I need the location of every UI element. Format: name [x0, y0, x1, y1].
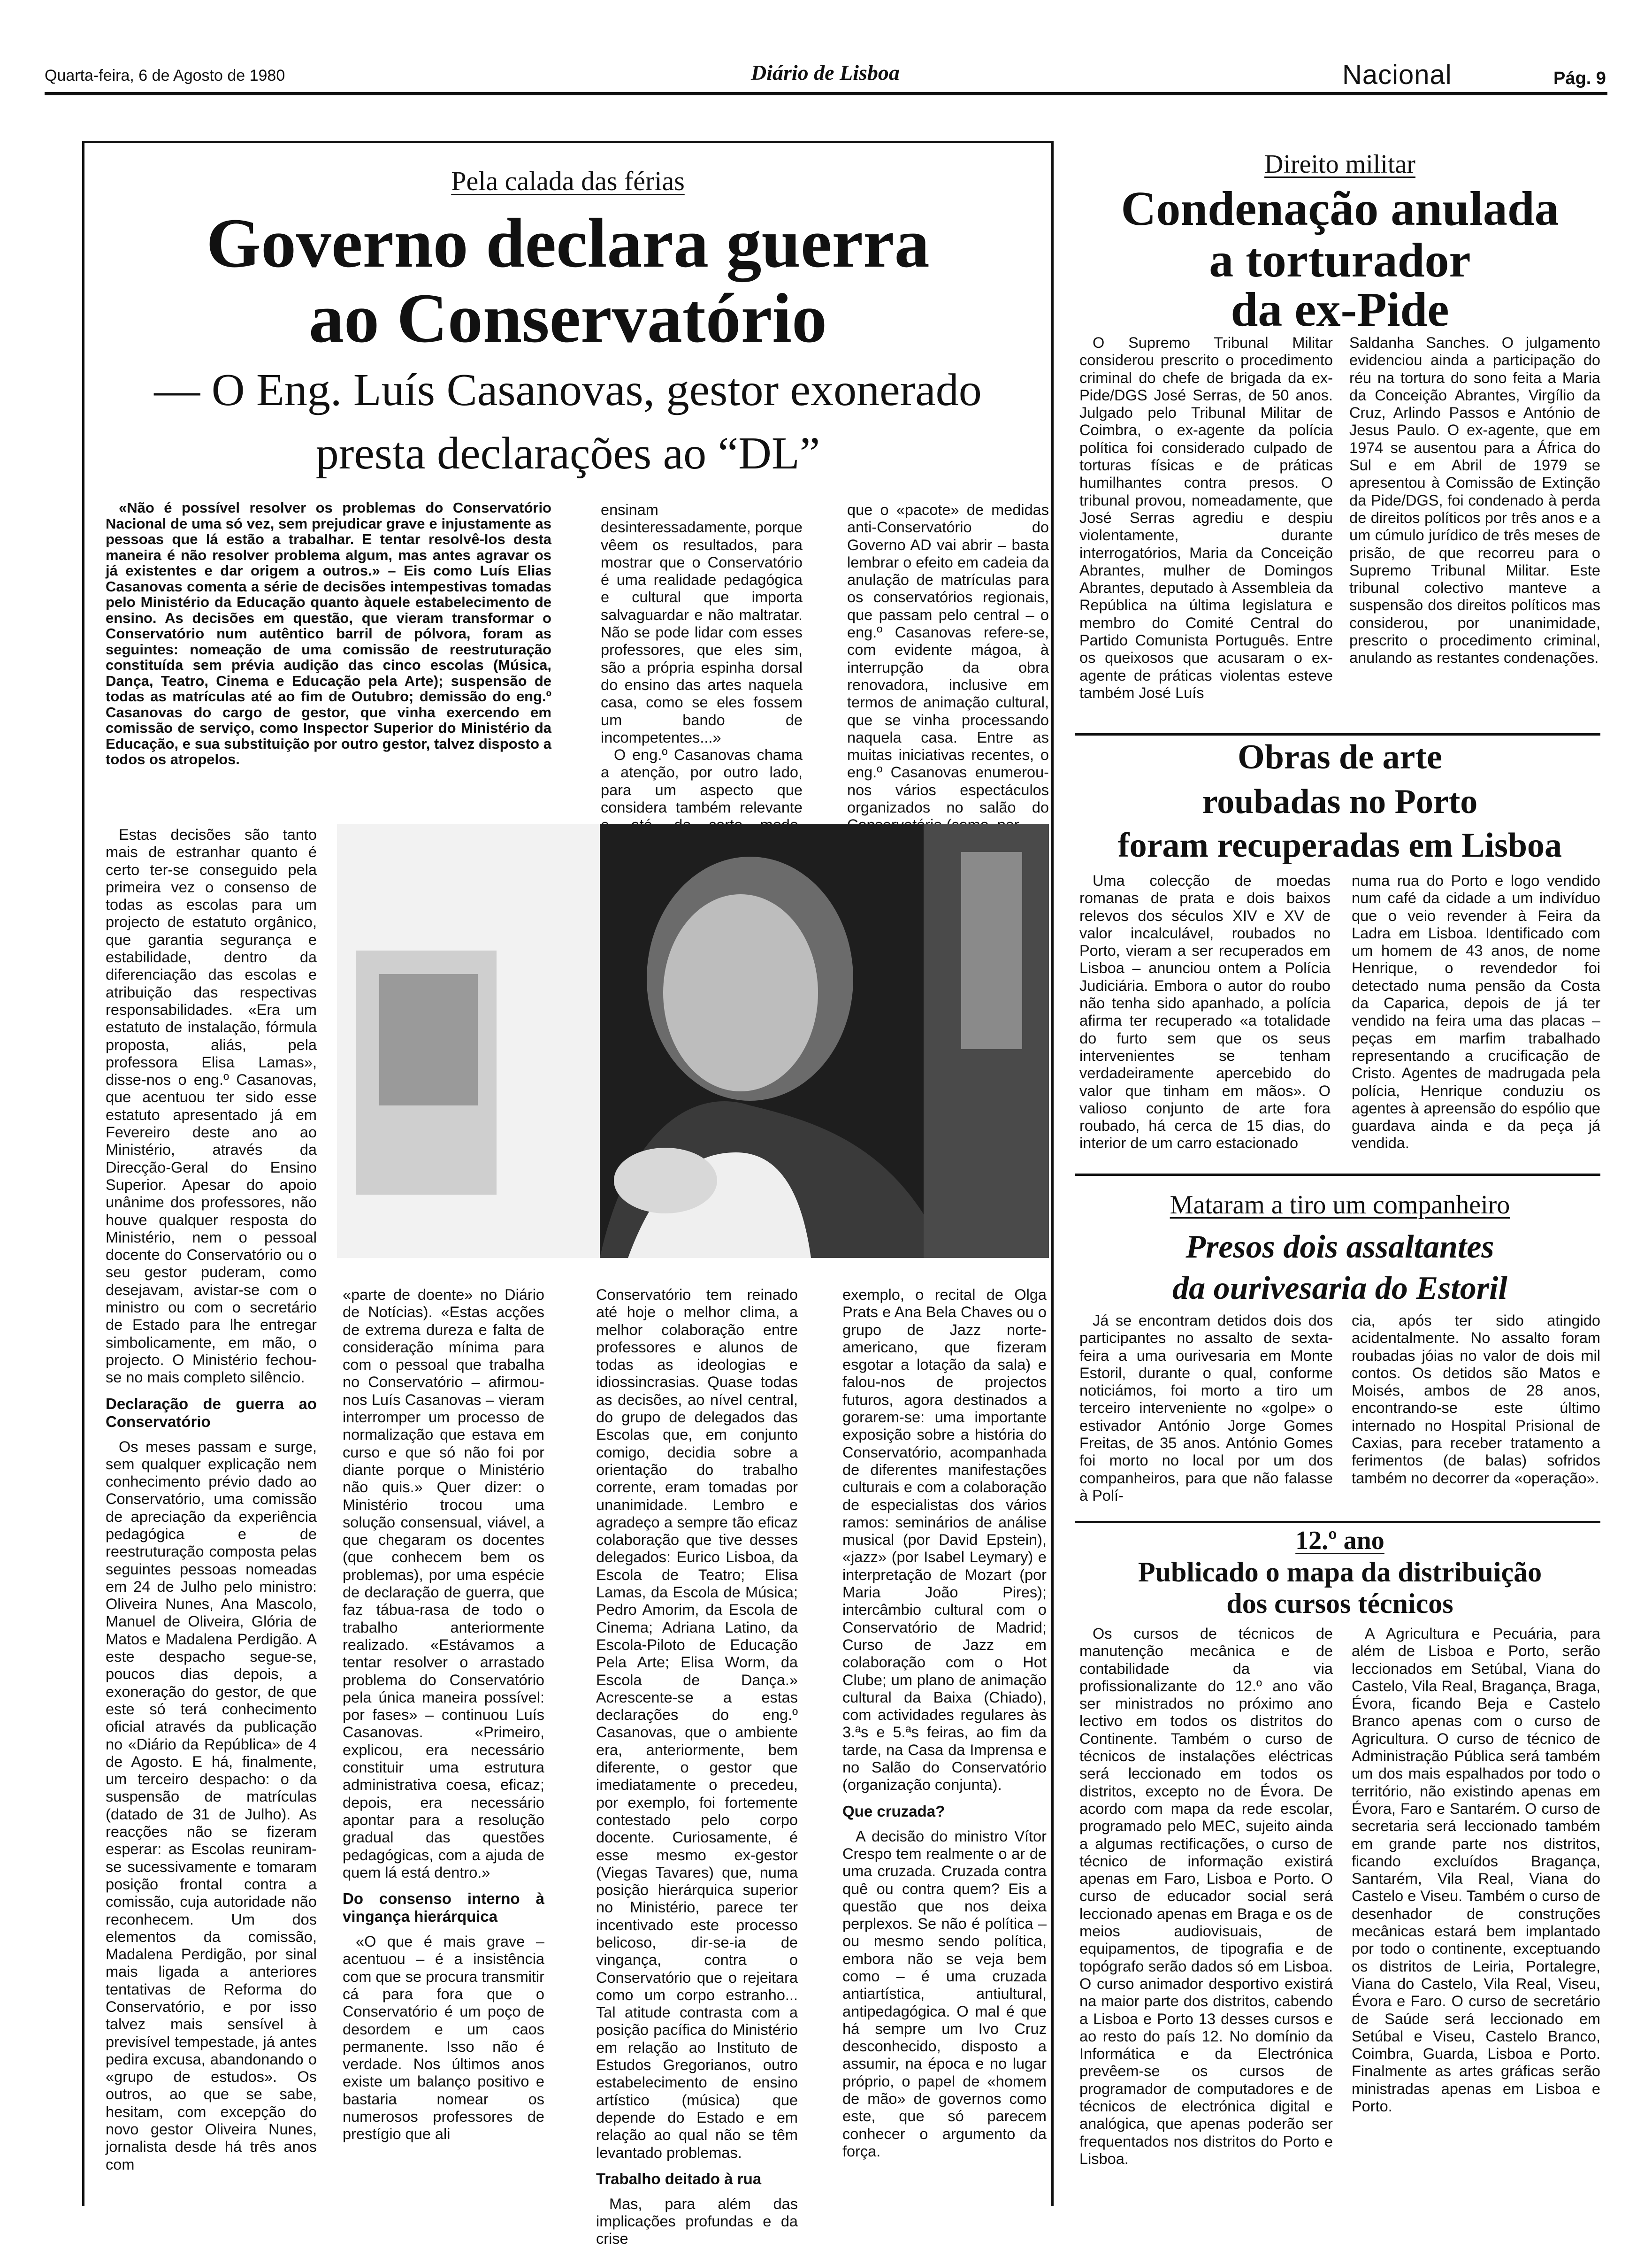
lead-col3-crosshead: Trabalho deitado à rua	[596, 2170, 762, 2187]
story4-col1-text: Já se encontram detidos dois dos participantes no assalto de sexta-feira a uma ourivesaria em Monte Estoril, durante o qual, conforme noticiámos, foi morto a tiro um terceiro interveniente no «golpe» o estivador António Jorge Gomes Freitas, de 35 anos. António Gomes foi morto no local por um dos companheiros, para que não falasse à Polí-	[1079, 1312, 1333, 1504]
lead-col3-top-text: que o «pacote» de medidas anti-Conservatório do Governo AD vai abrir – basta lembrar o efeito em cadeia da anulação de matrículas para os conservatórios regionais, que passam pelo central – o eng.º Casanovas refere-se, com evidente mágoa, à interrupção da obra renovadora, inclusive em termos de animação cultural, que se vinha processando naquela casa. Entre as muitas iniciativas recentes, o eng.º Casanovas enumerou-nos vários espectáculos organizados no salão do	[847, 501, 1049, 816]
story5-headline-line1: Publicado o mapa da distribuição	[1138, 1557, 1542, 1588]
lead-photo	[337, 824, 1049, 1258]
lead-col1-crosshead: Declaração de guerra ao Conservatório	[106, 1395, 317, 1430]
lead-kicker: Pela calada das férias	[451, 166, 685, 196]
lead-col2-crosshead: Do consenso interno à vingança hierárquica	[343, 1890, 544, 1926]
story2-headline-line3: da ex-Pide	[1231, 283, 1449, 337]
portrait-photo	[337, 824, 1049, 1258]
lead-col3-bottom	[596, 1286, 798, 2248]
story4-headline-line2: da ourivesaria do Estoril	[1172, 1270, 1507, 1306]
story5-kicker: 12.º ano	[1295, 1526, 1384, 1555]
story3-rule	[1075, 1174, 1600, 1176]
lead-col4-bottom	[842, 1286, 1047, 2206]
story3-col1-text: Uma colecção de moedas romanas de prata e dois baixos relevos dos séculos XIV e XV de valor incalculável, roubados no Porto, vieram a ser recuperados em Lisboa – anunciou ontem a Polícia Judiciária. Embora o autor do roubo não tenha sido apanhado, a polícia afirma ter recuperado «a totalidade do furto sem que os seus intervenientes se tenham verdadeiramente apercebido do valor que tinham em mãos». O valioso conjunto de arte fora roubado, há cerca de 15 dias, do interior de um carro estacionado	[1079, 872, 1331, 1152]
story3-headline-line2: roubadas no Porto	[1202, 783, 1478, 821]
lead-col3-top	[847, 501, 1049, 821]
story4-rule	[1075, 1521, 1600, 1523]
lead-intro-text: «Não é possível resolver os problemas do Conservatório Nacional de uma só vez, sem prejudicar grave e injustamente as pessoas que lá estão a trabalhar. E tentar resolvê-los desta maneira é não resolver problema algum, mas antes agravar os já existentes e dar origem a outros.» – Eis como Luís Elias Casanovas comenta a série de decisões intempestivas tomadas pelo Ministério da Educação quanto àquele estabelecimento de ensino. As decisões em questão, que vieram transformar o Conservatório num autêntico barril de pólvora, foram as seguintes: nomeação de uma comissão de reestruturação constituída sem prévia audição das cinco escolas (Música, Dança, Teatro, Cinema e Educação pela Arte); suspensão de todas as matrículas até ao fim de Outubro; demissão do eng.º Casanovas do cargo de gestor, que vinha exercendo em comissão de serviço, como Inspector Superior do Ministério da Educação, e sua substituição por outro gestor, talvez disposto a todos os atropelos.	[106, 499, 551, 767]
story3-headline-line1: Obras de arte	[1238, 738, 1442, 776]
story3-headline-line3: foram recuperadas em Lisboa	[1117, 826, 1562, 865]
lead-col4-bottom-text-b: A decisão do ministro Vítor Crespo tem realmente o ar de uma cruzada. Cruzada contra quê ou contra quem? Eis a questão que nos deixa perplexos. Se não é política – ou mesmo sendo política, embora não se veja bem como – é uma cruzada antiartística, antiultural, antipedagógica. O mal é que há sempre um Ivo Cruz desconhecido, disposto a assumir, na época e no lugar próprio, o papel de «homem de mão» de governos como este, que só parecem conhecer o argumento da força.	[842, 1827, 1047, 2160]
story4-kicker: Mataram a tiro um companheiro	[1170, 1190, 1510, 1220]
section-name: Nacional	[1342, 60, 1452, 90]
lead-subhead-line1: — O Eng. Luís Casanovas, gestor exonerado	[154, 365, 982, 415]
story2-rule	[1075, 733, 1600, 736]
lead-col2-bottom	[343, 1286, 544, 2206]
story5-col1	[1079, 1625, 1333, 2200]
story4-col2	[1352, 1312, 1600, 1509]
lead-col2-top-text-b: O eng.º Casanovas chama a atenção, por outro lado, para um aspecto que considera também relevante	[601, 746, 803, 816]
story2-kicker: Direito militar	[1264, 150, 1415, 179]
story3-col2	[1352, 872, 1600, 1159]
story5-headline-line2: dos cursos técnicos	[1226, 1588, 1453, 1619]
lead-col1	[106, 826, 317, 2206]
lead-col2-top-text: ensinam desinteressadamente, porque vêem os resultados, para mostrar que o Conservatório é uma realidade pedagógica e cultural que importa salvaguardar e não maltratar. Não se pode lidar com esses professores, que eles sim, são a própria espinha dorsal do ensino das artes naquela casa, como se eles fossem um bando de incompetentes...»	[601, 501, 803, 746]
story2-headline-line2: a torturador	[1209, 233, 1471, 287]
story3-col2-text: numa rua do Porto e logo vendido num café da cidade a um indivíduo que o veio revender à Feira da Ladra em Lisboa. Identificado com um homem de 43 anos, de nome Henrique, o revendedor foi detectado numa pensão da Costa da Caparica, depois de já ter vendido na feira uma das placas – peças em marfim trabalhado representando a crucificação de Cristo. Agentes de madrugada pela polícia, Henrique conduziu os agentes à apreensão do espólio que guardava ainda e da peça já vendida.	[1352, 872, 1600, 1152]
lead-intro	[106, 500, 551, 812]
lead-col1-p2: Os meses passam e surge, sem qualquer explicação nem conhecimento prévio dado ao Conservatório, uma comissão de apreciação da experiência pedagógica e de reestruturação composta pelas seguintes pessoas nomeadas em 24 de Julho pelo ministro: Oliveira Nunes, Ana Mascolo, Manuel de Oliveira, Glória de Matos e Madalena Perdigão. A este despacho segue-se, poucos dias depois, a exoneração do gestor, de que este só terá conhecimento oficial através da publicação no «Diário da República» de 4 de Agosto. E há, finalmente, um terceiro despacho: o da suspensão de matrículas (datado de 31 de Julho). As reacções não se fizeram esperar: as Escolas reuniram-se sucessivamente e tomaram posição frontal contra a comissão, cuja autoridade não reconhecem. Um dos elementos da comissão, Madalena Perdigão, por sinal mais ligada a anteriores tentativas de Reforma do Conservatório, e por isso talvez mais sensível à previsível tempestade, já antes pedira excusa, abandonando o «grupo de estudos». Os outros, ao que se sabe, hesitam, com excepção do novo gestor Oliveira Nunes, jornalista desde há três anos com	[106, 1438, 317, 2173]
lead-headline-line1: Governo declara guerra	[206, 204, 930, 282]
lead-col1-p1: Estas decisões são tanto mais de estranhar quanto é certo ter-se conseguido pela primeira vez o consenso de todas as escolas para um projecto de estatuto orgânico, que garantia segurança e estabilidade, dentro da diferenciação das escolas e atribuição das respectivas responsabilidades. «Era um estatuto de instalação, fórmula proposta, aliás, pela professora Elisa Lamas», disse-nos o eng.º Casanovas, que acentuou ter sido esse estatuto apresentado já em Fevereiro deste ano ao Ministério, através da Direcção-Geral do Ensino Superior. Apesar do apoio unânime dos professores, não houve qualquer resposta do Ministério, nem o pessoal docente do Conservatório ou o seu gestor puderam, como desejavam, avistar-se com o ministro ou com o secretário de Estado para lhe entregar simbolicamente, em mão, o projecto. O Ministério fechou-se no mais completo silêncio.	[106, 826, 317, 1386]
lead-col3-bottom-text-b: Mas, para além das implicações profundas e da crise	[596, 2195, 798, 2248]
lead-col2-bottom-text: «parte de doente» no Diário de Notícias). «Estas acções de extrema dureza e falta de consideração mínima para com o pessoal que trabalha no Conservatório – afirmou-nos Luís Casanovas – vieram interromper um processo de normalização que estava em curso e que só não foi por diante porque o Ministério não quis.» Quer dizer: o Ministério trocou uma solução consensual, viável, a que chegaram os docentes (que conhecem bem os problemas), por uma espécie de declaração de guerra, que faz tábua-rasa de todo o trabalho anteriormente realizado. «Estávamos a tentar resolver o arrastado problema do Conservatório pela única maneira possível: por fases» – continuou Luís Casanovas. «Primeiro, explicou, era necessário constituir uma estrutura administrativa coesa, eficaz; depois, era necessário apontar para a resolução gradual das questões pedagógicas, com a ajuda de quem lá está dentro.»	[343, 1286, 544, 1881]
header-rule	[45, 92, 1607, 95]
story2-col2	[1349, 334, 1600, 719]
lead-subhead-line2: presta declarações ao “DL”	[315, 428, 820, 479]
story5-col2	[1352, 1625, 1600, 2200]
story5-col2-text: A Agricultura e Pecuária, para além de Lisboa e Porto, serão leccionados em Setúbal, Viana do Castelo, Vila Real, Bragança, Braga, Évora, ficando Beja e Castelo Branco apenas com o curso de Agricultura. O curso de técnico de Administração Pública será também um dos mais espalhados por todo o território, não existindo apenas em Évora, Faro e Santarém. O curso de secretaria será leccionado também em grande parte nos distritos, ficando excluídos Bragança, Santarém, Vila Real, Viana do Castelo e Viseu. Também o curso de desenhador de construções mecânicas estará bem implantado por todo o continente, exceptuando os distritos de Leiria, Portalegre, Viana do Castelo, Vila Real, Viseu, Évora e Faro. O curso de secretário de Saúde será leccionado em Setúbal e Viseu, Castelo Branco, Coimbra, Guarda, Lisboa e Porto. Finalmente as artes gráficas serão ministradas apenas em Lisboa e Porto.	[1352, 1625, 1600, 2115]
story2-col2-text: Saldanha Sanches. O julgamento evidenciou ainda a participação do réu na tortura do sono feita a Maria da Conceição Abrantes, Virgílio da Cruz, Arlindo Passos e António de Jesus Paulo. O ex-agente, que em 1974 se ausentou para a África do Sul e em Abril de 1979 se apresentou à Comissão de Extinção da Pide/DGS, foi condenado à perda de direitos políticos por três anos e a um cúmulo jurídico de três meses de prisão, de que recorreu para o Supremo Tribunal Militar. Este tribunal colectivo manteve a suspensão dos direitos políticos mas considerou, por unanimidade, prescrito o procedimento criminal, anulando as restantes condenações.	[1349, 334, 1600, 667]
story4-col1	[1079, 1312, 1333, 1509]
story2-headline-line1: Condenação anulada	[1121, 182, 1559, 236]
date-line: Quarta-feira, 6 de Agosto de 1980	[45, 67, 285, 84]
lead-col2-top	[601, 501, 803, 821]
story4-col2-text: cia, após ter sido atingido acidentalmente. No assalto foram roubadas jóias no valor de dois mil contos. Os detidos são Matos e Moisés, ambos de 28 anos, encontrando-se este último internado no Hospital Prisional de Caxias, para receber tratamento a ferimentos (de balas) sofridos também no decorrer da «operação».	[1352, 1312, 1600, 1487]
story2-col1	[1079, 334, 1333, 719]
lead-col2-bottom-text-b: «O que é mais grave – acentuou – é a insistência com que se procura transmitir cá para fora que o Conservatório é um poço de desordem e um caos permanente. Isso não é verdade. Nos últimos anos existe um balanço positivo e bastaria nomear os numerosos professores de prestígio que ali	[343, 1933, 544, 2143]
page-number: Pág. 9	[1553, 69, 1606, 88]
story3-col1	[1079, 872, 1331, 1159]
lead-headline-line2: ao Conservatório	[309, 279, 827, 357]
story2-col1-text: O Supremo Tribunal Militar considerou prescrito o procedimento criminal do chefe de brigada da ex-Pide/DGS José Serras, de 50 anos. Julgado pelo Tribunal Militar de Coimbra, o ex-agente da polícia política foi considerado culpado de torturas físicas e de práticas humilhantes contra presos. O tribunal provou, nomeadamente, que José Serras agrediu e despiu violentamente, durante interrogatórios, Maria da Conceição Abrantes, mulher de Domingos Abrantes, deputado à Assembleia da República na última legislatura e membro do Comité Central do Partido Comunista Português. Entre os queixosos que acusaram o ex-agente de práticas violentas esteve também José Luís	[1079, 334, 1333, 701]
lead-col4-bottom-text: exemplo, o recital de Olga Prats e Ana Bela Chaves ou o grupo de Jazz norte-americano, que fizeram esgotar a lotação da sala) e falou-nos de projectos futuros, agora destinados a gorarem-se: uma importante exposição sobre a história do Conservatório, acompanhada de diferentes manifestações culturais e com a colaboração de especialistas dos vários ramos: seminários de análise musical (por David Epstein), «jazz» (por Isabel Leymary) e interpretação de Mozart (por Maria João Pires); intercâmbio cultural com o Conservatório de Madrid; Curso de Jazz em colaboração com o Hot Clube; um plano de animação cultural da Baixa (Chiado), com actividades regulares às 3.ªs e 5.ªs feiras, ao fim da tarde, na Casa da Imprensa e no Salão do Conservatório (organização conjunta).	[842, 1286, 1047, 1794]
story5-col1-text: Os cursos de técnicos de manutenção mecânica e de contabilidade da via profissionalizante do 12.º ano vão ser ministrados no próximo ano lectivo em todos os distritos do Continente. Também o curso de técnicos de instalações eléctricas será leccionado em todos os distritos, excepto no de Évora. De acordo com mapa da rede escolar, programado pelo MEC, sujeito ainda a algumas rectificações, o curso de técnico de informação existirá apenas em Faro, Lisboa e Porto. O curso de educador social será leccionado apenas em Braga e os de meios audiovisuais, de equipamentos, de tipografia e de topógrafo serão dados só em Lisboa. O curso animador desportivo existirá na maior parte dos distritos, cabendo a Lisboa e Porto 13 desses cursos e ao resto do país 12. No domínio da Informática e da Electrónica prevêem-se os cursos de programador de computadores e de técnicos de electrónica digital e analógica, que apenas poderão ser frequentados nos distritos do Porto e Lisboa.	[1079, 1625, 1333, 2167]
lead-col4-crosshead: Que cruzada?	[842, 1802, 945, 1820]
story4-headline-line1: Presos dois assaltantes	[1185, 1229, 1494, 1265]
newspaper-name: Diário de Lisboa	[751, 61, 900, 84]
lead-col3-bottom-text: Conservatório tem reinado até hoje o melhor clima, a melhor colaboração entre professores e alunos de todas as ideologias e idiossincrasias. Quase todas as decisões, ao nível central, do grupo de delegados das Escolas que, em conjunto comigo, decidia sobre a orientação do trabalho corrente, eram tomadas por unanimidade. Lembro e agradeço a sempre tão eficaz colaboração que tive desses delegados: Eurico Lisboa, da Escola de Teatro; Elisa Lamas, da Escola de Música; Pedro Amorim, da Escola de Cinema; Adriana Latino, da Escola-Piloto de Educação Pela Arte; Elisa Worm, da Escola de Dança.» Acrescente-se a estas declarações do eng.º Casanovas, que o ambiente era, anteriormente, bem diferente, o gestor que imediatamente o precedeu, por exemplo, foi fortemente contestado pelo corpo docente. Curiosamente, é esse mesmo ex-gestor (Viegas Tavares) que, numa posição hierárquica superior no Ministério, parece ter incentivado este processo belicoso, dir-se-ia de vingança, contra o Conservatório que o rejeitara como um corpo estranho... Tal atitude contrasta com a posição pacífica do Ministério em relação ao Instituto de Estudos Gregorianos, outro estabelecimento de ensino artístico (música) que depende do Estado e em relação ao qual não se têm levantado problemas.	[596, 1286, 798, 2161]
